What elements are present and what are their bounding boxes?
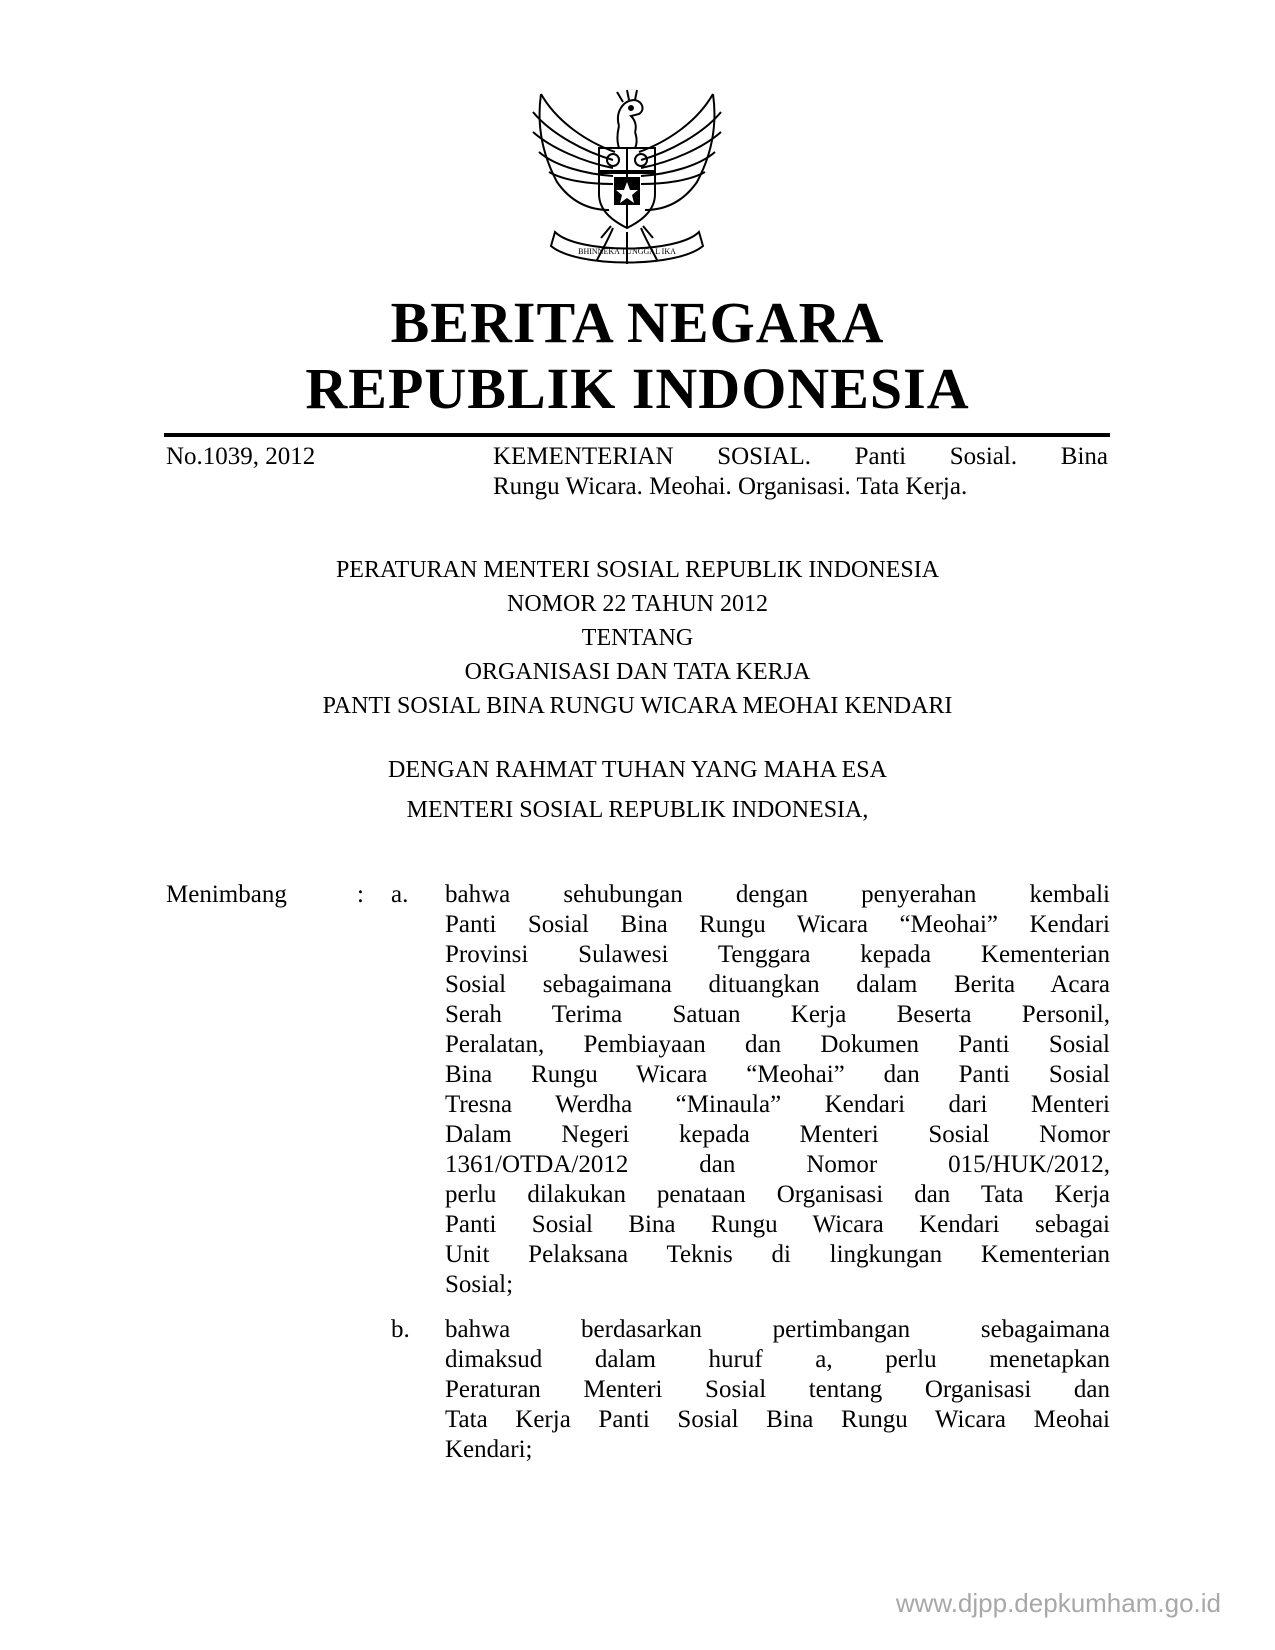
masthead-title-line2: REPUBLIK INDONESIA — [305, 356, 970, 421]
item-text — [445, 1315, 1110, 1465]
item-line: Provinsi Sulawesi Tenggara kepada Kementerian — [445, 941, 1110, 968]
item-line: Unit Pelaksana Teknis di lingkungan Kementerian — [445, 1241, 1110, 1268]
item-line: Bina Rungu Wicara “Meohai” dan Panti Sosial — [445, 1061, 1110, 1088]
item-line: dimaksud dalam huruf a, perlu menetapkan — [445, 1346, 1110, 1373]
item-line: bahwa sehubungan dengan penyerahan kembali — [445, 881, 1110, 908]
garuda-emblem-icon — [527, 82, 727, 274]
footer-url: www.djpp.depkumham.go.id — [895, 1588, 1221, 1618]
preamble — [0, 750, 1275, 830]
regulation-subject: PANTI SOSIAL BINA RUNGU WICARA MEOHAI KENDARI — [322, 693, 953, 719]
considerations-label: Menimbang — [166, 881, 287, 908]
masthead-divider — [164, 433, 1110, 437]
item-line: Panti Sosial Bina Rungu Wicara Kendari sebagai — [445, 1211, 1110, 1238]
regulation-heading — [0, 553, 1275, 723]
item-line: Kendari; — [445, 1436, 533, 1463]
item-text — [445, 880, 1110, 1300]
item-line: Panti Sosial Bina Rungu Wicara “Meohai” Kendari — [445, 911, 1110, 938]
item-line: Peraturan Menteri Sosial tentang Organisasi dan — [445, 1376, 1110, 1403]
item-letter: b. — [391, 1316, 410, 1343]
item-line: 1361/OTDA/2012 dan Nomor 015/HUK/2012, — [445, 1151, 1110, 1178]
item-line: perlu dilakukan penataan Organisasi dan Tata Kerja — [445, 1181, 1110, 1208]
considerations-colon: : — [357, 881, 364, 908]
item-letter: a. — [391, 881, 409, 908]
subject-line: KEMENTERIAN SOSIAL. Panti Sosial. Bina — [493, 443, 1108, 470]
svg-text:BHINNEKA TUNGGAL IKA: BHINNEKA TUNGGAL IKA — [578, 247, 676, 256]
regulation-title: PERATURAN MENTERI SOSIAL REPUBLIK INDONESIA — [335, 557, 940, 583]
regulation-about: TENTANG — [581, 625, 694, 651]
item-line: Dalam Negeri kepada Menteri Sosial Nomor — [445, 1121, 1110, 1148]
item-line: Tresna Werdha “Minaula” Kendari dari Menteri — [445, 1091, 1110, 1118]
regulation-subject: ORGANISASI DAN TATA KERJA — [464, 659, 811, 685]
preamble-line: MENTERI SOSIAL REPUBLIK INDONESIA, — [406, 797, 869, 823]
item-line: Sosial sebagaimana dituangkan dalam Berita Acara — [445, 971, 1110, 998]
preamble-line: DENGAN RAHMAT TUHAN YANG MAHA ESA — [388, 757, 887, 783]
masthead-title-line1: BERITA NEGARA — [390, 290, 885, 355]
item-line: bahwa berdasarkan pertimbangan sebagaimana — [445, 1316, 1110, 1343]
item-line: Peralatan, Pembiayaan dan Dokumen Panti Sosial — [445, 1031, 1110, 1058]
regulation-number: NOMOR 22 TAHUN 2012 — [507, 591, 768, 617]
item-line: Tata Kerja Panti Sosial Bina Rungu Wicara Meohai — [445, 1406, 1110, 1433]
item-line: Sosial; — [445, 1271, 514, 1298]
gazette-number: No.1039, 2012 — [166, 443, 316, 470]
item-line: Serah Terima Satuan Kerja Beserta Personil, — [445, 1001, 1110, 1028]
gazette-subject — [493, 442, 1108, 502]
subject-line: Rungu Wicara. Meohai. Organisasi. Tata Kerja. — [493, 473, 968, 500]
